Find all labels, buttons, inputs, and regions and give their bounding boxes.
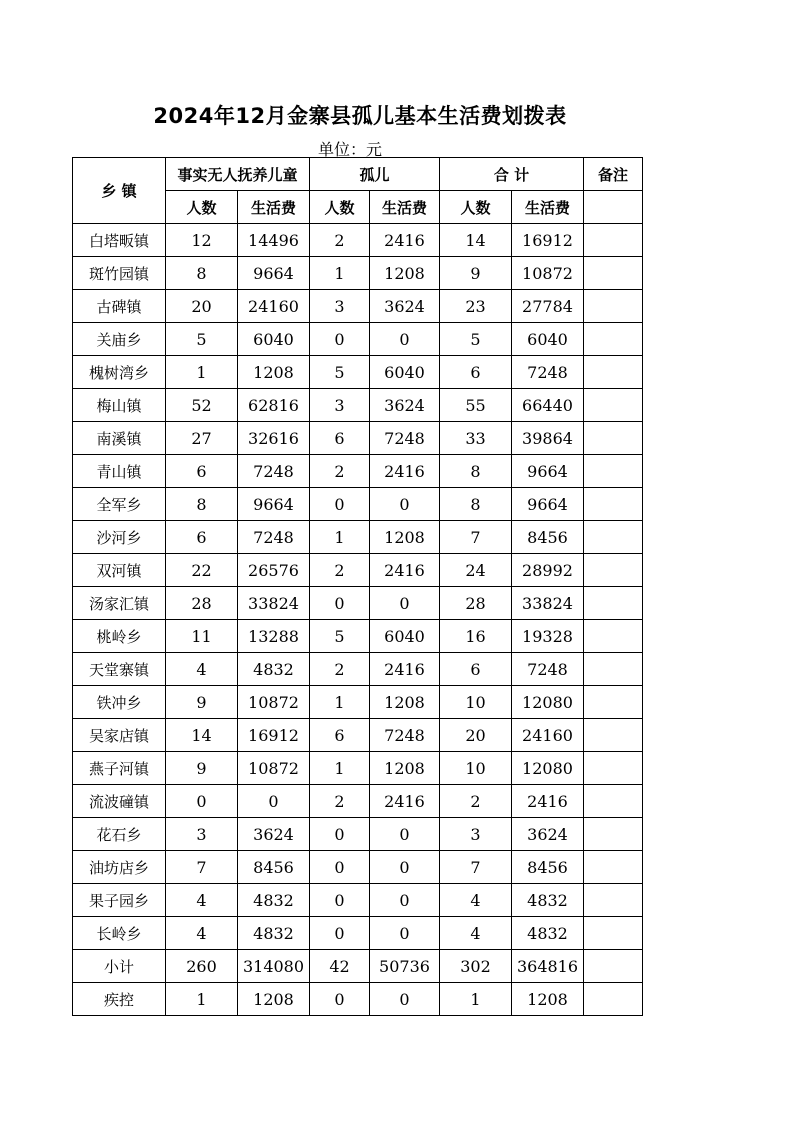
cell-total-count: 6 [440,653,512,686]
cell-total-fee: 9664 [512,455,584,488]
cell-children-count: 28 [166,587,238,620]
cell-town-name: 槐树湾乡 [73,356,166,389]
cell-remark [584,488,643,521]
cell-total-fee: 39864 [512,422,584,455]
cell-town-name: 铁冲乡 [73,686,166,719]
cell-town-name: 燕子河镇 [73,752,166,785]
table-row [73,752,643,785]
header-row-1 [73,158,643,191]
cell-orphan-count: 1 [310,686,370,719]
cell-total-count: 23 [440,290,512,323]
cell-children-fee: 1208 [238,983,310,1016]
header-total: 合 计 [440,158,584,191]
cell-total-count: 28 [440,587,512,620]
cell-children-count: 6 [166,455,238,488]
table-row [73,950,643,983]
cell-orphan-count: 5 [310,620,370,653]
cell-total-fee: 24160 [512,719,584,752]
cell-orphan-fee: 0 [370,818,440,851]
cell-total-fee: 3624 [512,818,584,851]
cell-children-fee: 1208 [238,356,310,389]
cell-remark [584,290,643,323]
cell-children-count: 52 [166,389,238,422]
cell-orphan-fee: 2416 [370,653,440,686]
cell-remark [584,752,643,785]
cell-orphan-fee: 0 [370,488,440,521]
cell-total-fee: 7248 [512,653,584,686]
cell-orphan-count: 1 [310,257,370,290]
header-remark: 备注 [584,158,643,191]
table-row [73,983,643,1016]
cell-total-count: 8 [440,488,512,521]
cell-orphan-count: 2 [310,455,370,488]
cell-orphan-fee: 2416 [370,785,440,818]
table-row [73,653,643,686]
cell-remark [584,785,643,818]
cell-remark [584,983,643,1016]
cell-orphan-fee: 2416 [370,455,440,488]
cell-children-fee: 7248 [238,455,310,488]
cell-town-name: 梅山镇 [73,389,166,422]
cell-total-fee: 27784 [512,290,584,323]
cell-children-fee: 26576 [238,554,310,587]
cell-remark [584,455,643,488]
cell-orphan-count: 1 [310,521,370,554]
table-row [73,851,643,884]
cell-town-name: 小计 [73,950,166,983]
cell-orphan-count: 0 [310,587,370,620]
cell-orphan-fee: 1208 [370,752,440,785]
table-row [73,818,643,851]
cell-orphan-fee: 2416 [370,224,440,257]
cell-children-fee: 4832 [238,917,310,950]
cell-town-name: 斑竹园镇 [73,257,166,290]
cell-children-count: 6 [166,521,238,554]
cell-children-fee: 8456 [238,851,310,884]
cell-town-name: 疾控 [73,983,166,1016]
cell-children-fee: 7248 [238,521,310,554]
cell-orphan-fee: 0 [370,323,440,356]
cell-orphan-fee: 0 [370,983,440,1016]
header-de-facto-children: 事实无人抚养儿童 [166,158,310,191]
table-row [73,884,643,917]
cell-total-fee: 7248 [512,356,584,389]
cell-remark [584,950,643,983]
cell-total-count: 1 [440,983,512,1016]
header-count: 人数 [166,191,238,224]
cell-children-fee: 14496 [238,224,310,257]
cell-orphan-fee: 3624 [370,290,440,323]
allocation-table [72,157,643,1016]
cell-children-count: 4 [166,884,238,917]
cell-children-fee: 33824 [238,587,310,620]
cell-remark [584,554,643,587]
cell-total-count: 4 [440,884,512,917]
cell-children-count: 260 [166,950,238,983]
cell-orphan-count: 3 [310,389,370,422]
header-count: 人数 [310,191,370,224]
cell-remark [584,257,643,290]
cell-town-name: 油坊店乡 [73,851,166,884]
cell-children-count: 12 [166,224,238,257]
header-town: 乡 镇 [73,158,166,224]
table-row [73,917,643,950]
table-row [73,719,643,752]
cell-town-name: 全军乡 [73,488,166,521]
unit-label: 单位：元 [318,140,383,159]
cell-children-fee: 314080 [238,950,310,983]
cell-total-count: 7 [440,851,512,884]
cell-town-name: 桃岭乡 [73,620,166,653]
table-row [73,422,643,455]
header-orphans: 孤儿 [310,158,440,191]
cell-children-fee: 10872 [238,686,310,719]
cell-children-count: 4 [166,917,238,950]
cell-total-count: 10 [440,752,512,785]
cell-orphan-fee: 3624 [370,389,440,422]
cell-total-fee: 16912 [512,224,584,257]
cell-children-fee: 4832 [238,653,310,686]
cell-children-fee: 62816 [238,389,310,422]
cell-orphan-fee: 6040 [370,620,440,653]
cell-orphan-count: 0 [310,851,370,884]
cell-town-name: 白塔畈镇 [73,224,166,257]
table-row [73,587,643,620]
cell-total-count: 14 [440,224,512,257]
cell-remark [584,818,643,851]
cell-remark [584,521,643,554]
cell-total-fee: 1208 [512,983,584,1016]
cell-remark [584,884,643,917]
table-row [73,455,643,488]
cell-children-fee: 6040 [238,323,310,356]
cell-orphan-count: 0 [310,884,370,917]
table-row [73,356,643,389]
cell-remark [584,917,643,950]
cell-children-count: 22 [166,554,238,587]
cell-orphan-fee: 7248 [370,422,440,455]
cell-town-name: 吴家店镇 [73,719,166,752]
cell-total-fee: 364816 [512,950,584,983]
header-fee: 生活费 [370,191,440,224]
cell-children-fee: 24160 [238,290,310,323]
cell-orphan-fee: 1208 [370,686,440,719]
table-row [73,257,643,290]
cell-total-count: 7 [440,521,512,554]
cell-total-count: 24 [440,554,512,587]
cell-town-name: 南溪镇 [73,422,166,455]
cell-total-count: 16 [440,620,512,653]
table-row [73,785,643,818]
header-fee: 生活费 [512,191,584,224]
page-title: 2024年12月金寨县孤儿基本生活费划拨表 [153,104,567,128]
header-remark-blank [584,191,643,224]
cell-children-count: 20 [166,290,238,323]
cell-town-name: 长岭乡 [73,917,166,950]
cell-town-name: 关庙乡 [73,323,166,356]
table-row [73,554,643,587]
cell-orphan-fee: 0 [370,587,440,620]
cell-town-name: 古碑镇 [73,290,166,323]
cell-total-count: 33 [440,422,512,455]
cell-total-fee: 19328 [512,620,584,653]
cell-remark [584,224,643,257]
cell-remark [584,719,643,752]
cell-orphan-fee: 1208 [370,257,440,290]
cell-orphan-count: 6 [310,422,370,455]
cell-orphan-count: 2 [310,224,370,257]
cell-total-fee: 10872 [512,257,584,290]
cell-children-count: 1 [166,356,238,389]
cell-remark [584,620,643,653]
cell-total-count: 302 [440,950,512,983]
cell-total-fee: 8456 [512,521,584,554]
cell-orphan-count: 1 [310,752,370,785]
cell-children-count: 8 [166,488,238,521]
cell-children-count: 14 [166,719,238,752]
table-row [73,224,643,257]
cell-total-fee: 6040 [512,323,584,356]
cell-total-count: 8 [440,455,512,488]
cell-orphan-fee: 0 [370,851,440,884]
cell-total-count: 10 [440,686,512,719]
cell-children-count: 7 [166,851,238,884]
cell-total-count: 2 [440,785,512,818]
cell-remark [584,389,643,422]
cell-remark [584,653,643,686]
cell-orphan-fee: 2416 [370,554,440,587]
cell-orphan-count: 0 [310,323,370,356]
cell-remark [584,356,643,389]
cell-orphan-fee: 0 [370,917,440,950]
cell-town-name: 青山镇 [73,455,166,488]
table-row [73,290,643,323]
cell-orphan-count: 0 [310,983,370,1016]
cell-children-count: 9 [166,686,238,719]
cell-children-fee: 13288 [238,620,310,653]
cell-total-count: 55 [440,389,512,422]
cell-total-fee: 33824 [512,587,584,620]
cell-total-fee: 9664 [512,488,584,521]
table-row [73,323,643,356]
cell-total-fee: 4832 [512,917,584,950]
cell-remark [584,851,643,884]
cell-children-count: 8 [166,257,238,290]
cell-total-count: 20 [440,719,512,752]
cell-children-count: 0 [166,785,238,818]
cell-town-name: 花石乡 [73,818,166,851]
cell-town-name: 天堂寨镇 [73,653,166,686]
cell-children-count: 9 [166,752,238,785]
cell-total-fee: 28992 [512,554,584,587]
cell-children-count: 1 [166,983,238,1016]
cell-total-fee: 2416 [512,785,584,818]
cell-orphan-count: 2 [310,653,370,686]
cell-total-fee: 4832 [512,884,584,917]
cell-town-name: 果子园乡 [73,884,166,917]
cell-total-count: 3 [440,818,512,851]
cell-town-name: 双河镇 [73,554,166,587]
cell-total-count: 6 [440,356,512,389]
cell-children-count: 27 [166,422,238,455]
cell-remark [584,323,643,356]
cell-orphan-count: 3 [310,290,370,323]
cell-orphan-fee: 50736 [370,950,440,983]
cell-orphan-fee: 7248 [370,719,440,752]
cell-total-fee: 12080 [512,752,584,785]
cell-orphan-count: 2 [310,785,370,818]
cell-total-fee: 8456 [512,851,584,884]
cell-children-count: 5 [166,323,238,356]
cell-children-fee: 9664 [238,488,310,521]
cell-total-count: 9 [440,257,512,290]
cell-orphan-count: 5 [310,356,370,389]
cell-orphan-fee: 1208 [370,521,440,554]
cell-children-fee: 32616 [238,422,310,455]
table-row [73,389,643,422]
cell-orphan-count: 0 [310,917,370,950]
cell-children-count: 3 [166,818,238,851]
cell-children-fee: 0 [238,785,310,818]
cell-total-fee: 66440 [512,389,584,422]
cell-children-fee: 4832 [238,884,310,917]
cell-remark [584,587,643,620]
cell-children-fee: 10872 [238,752,310,785]
cell-children-count: 11 [166,620,238,653]
cell-orphan-fee: 6040 [370,356,440,389]
cell-remark [584,686,643,719]
cell-town-name: 沙河乡 [73,521,166,554]
cell-orphan-count: 6 [310,719,370,752]
cell-orphan-fee: 0 [370,884,440,917]
cell-children-fee: 16912 [238,719,310,752]
cell-orphan-count: 0 [310,818,370,851]
cell-children-count: 4 [166,653,238,686]
cell-town-name: 流波䃥镇 [73,785,166,818]
cell-total-count: 4 [440,917,512,950]
table-row [73,488,643,521]
cell-orphan-count: 2 [310,554,370,587]
cell-orphan-count: 42 [310,950,370,983]
cell-remark [584,422,643,455]
header-count: 人数 [440,191,512,224]
cell-children-fee: 9664 [238,257,310,290]
cell-children-fee: 3624 [238,818,310,851]
cell-total-count: 5 [440,323,512,356]
table-row [73,620,643,653]
cell-town-name: 汤家汇镇 [73,587,166,620]
cell-total-fee: 12080 [512,686,584,719]
table-row [73,686,643,719]
table-row [73,521,643,554]
header-fee: 生活费 [238,191,310,224]
cell-orphan-count: 0 [310,488,370,521]
